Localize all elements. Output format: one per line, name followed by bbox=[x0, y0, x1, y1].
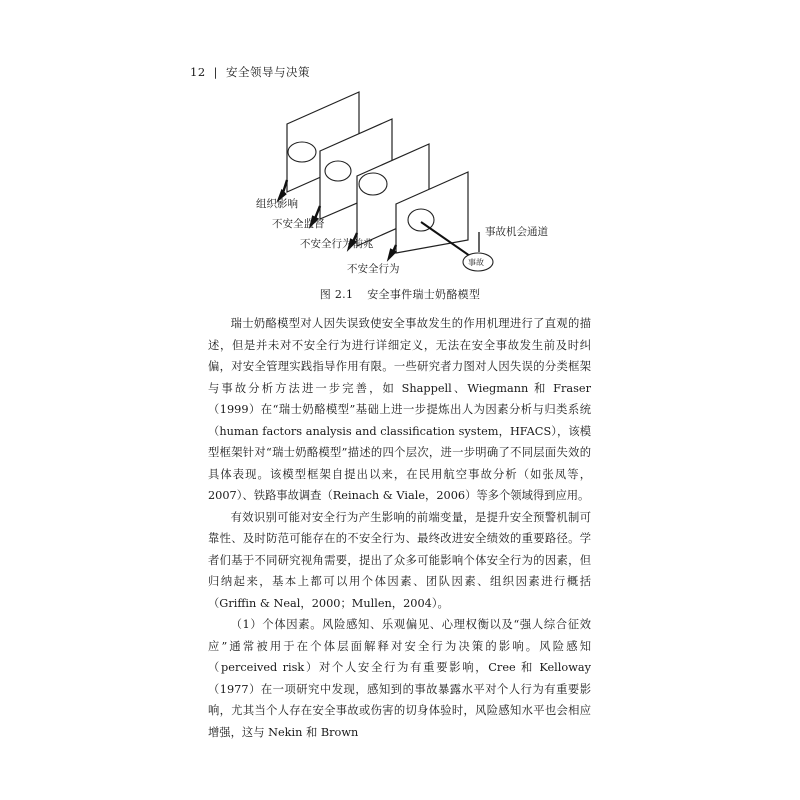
label-preconditions-unsafe-acts: 不安全行为前兆 bbox=[300, 238, 374, 250]
page-number: 12 bbox=[190, 65, 206, 79]
figure-caption bbox=[0, 286, 800, 302]
figure-number: 图 2.1 bbox=[319, 288, 354, 301]
label-accident: 事故 bbox=[468, 258, 484, 267]
header-separator: | bbox=[213, 65, 219, 79]
label-accident-opportunity-channel: 事故机会通道 bbox=[485, 226, 548, 238]
body-text bbox=[208, 313, 591, 743]
paragraph: 瑞士奶酪模型对人因失误致使安全事故发生的作用机理进行了直观的描述，但是并未对不安全行为进行详细定义，无法在安全事故发生前及时纠偏，对安全管理实践指导作用有限。一些研究者力图对人因失误的分类框架与事故分析方法进一步完善，如 Shappell、Wiegmann 和 Fraser（1999）在“瑞士奶酪模型”基础上进一步提炼出人为因素分析与归类系统（human factors analysis and classification system，HFACS），该模型框架针对“瑞士奶酪模型”描述的四个层次，进一步明确了不同层面失效的具体表现。该模型框架自提出以来，在民用航空事故分析（如张凤等，2007）、铁路事故调查（Reinach & Viale，2006）等多个领域得到应用。 bbox=[208, 317, 591, 502]
layer-3-hole bbox=[359, 173, 387, 195]
paragraph: （1）个体因素。风险感知、乐观偏见、心理权衡以及“强人综合征效应”通常被用于在个体层面解释对安全行为决策的影响。风险感知（perceived risk）对个人安全行为有重要影响，Cree 和 Kelloway（1977）在一项研究中发现，感知到的事故暴露水平对个人行为有重要影响，尤其当个人存在安全事故或伤害的切身体验时，风险感知水平也会相应增强，这与 Nekin 和 Brown bbox=[208, 618, 591, 739]
label-organizational-influence: 组织影响 bbox=[256, 198, 298, 210]
layer-1-hole bbox=[288, 142, 316, 162]
book-title: 安全领导与决策 bbox=[226, 65, 311, 79]
paragraph: 有效识别可能对安全行为产生影响的前端变量，是提升安全预警机制可靠性、及时防范可能存在的不安全行为、最终改进安全绩效的重要路径。学者们基于不同研究视角需要，提出了众多可能影响个体安全行为的因素，但归纳起来，基本上都可以用个体因素、团队因素、组织因素进行概括（Griffin & Neal，2000；Mullen，2004）。 bbox=[208, 510, 591, 610]
label-unsafe-acts: 不安全行为 bbox=[347, 263, 400, 275]
label-unsafe-supervision: 不安全监督 bbox=[272, 218, 325, 230]
layer-2-hole bbox=[325, 161, 351, 181]
figure-title: 安全事件瑞士奶酪模型 bbox=[367, 288, 481, 301]
